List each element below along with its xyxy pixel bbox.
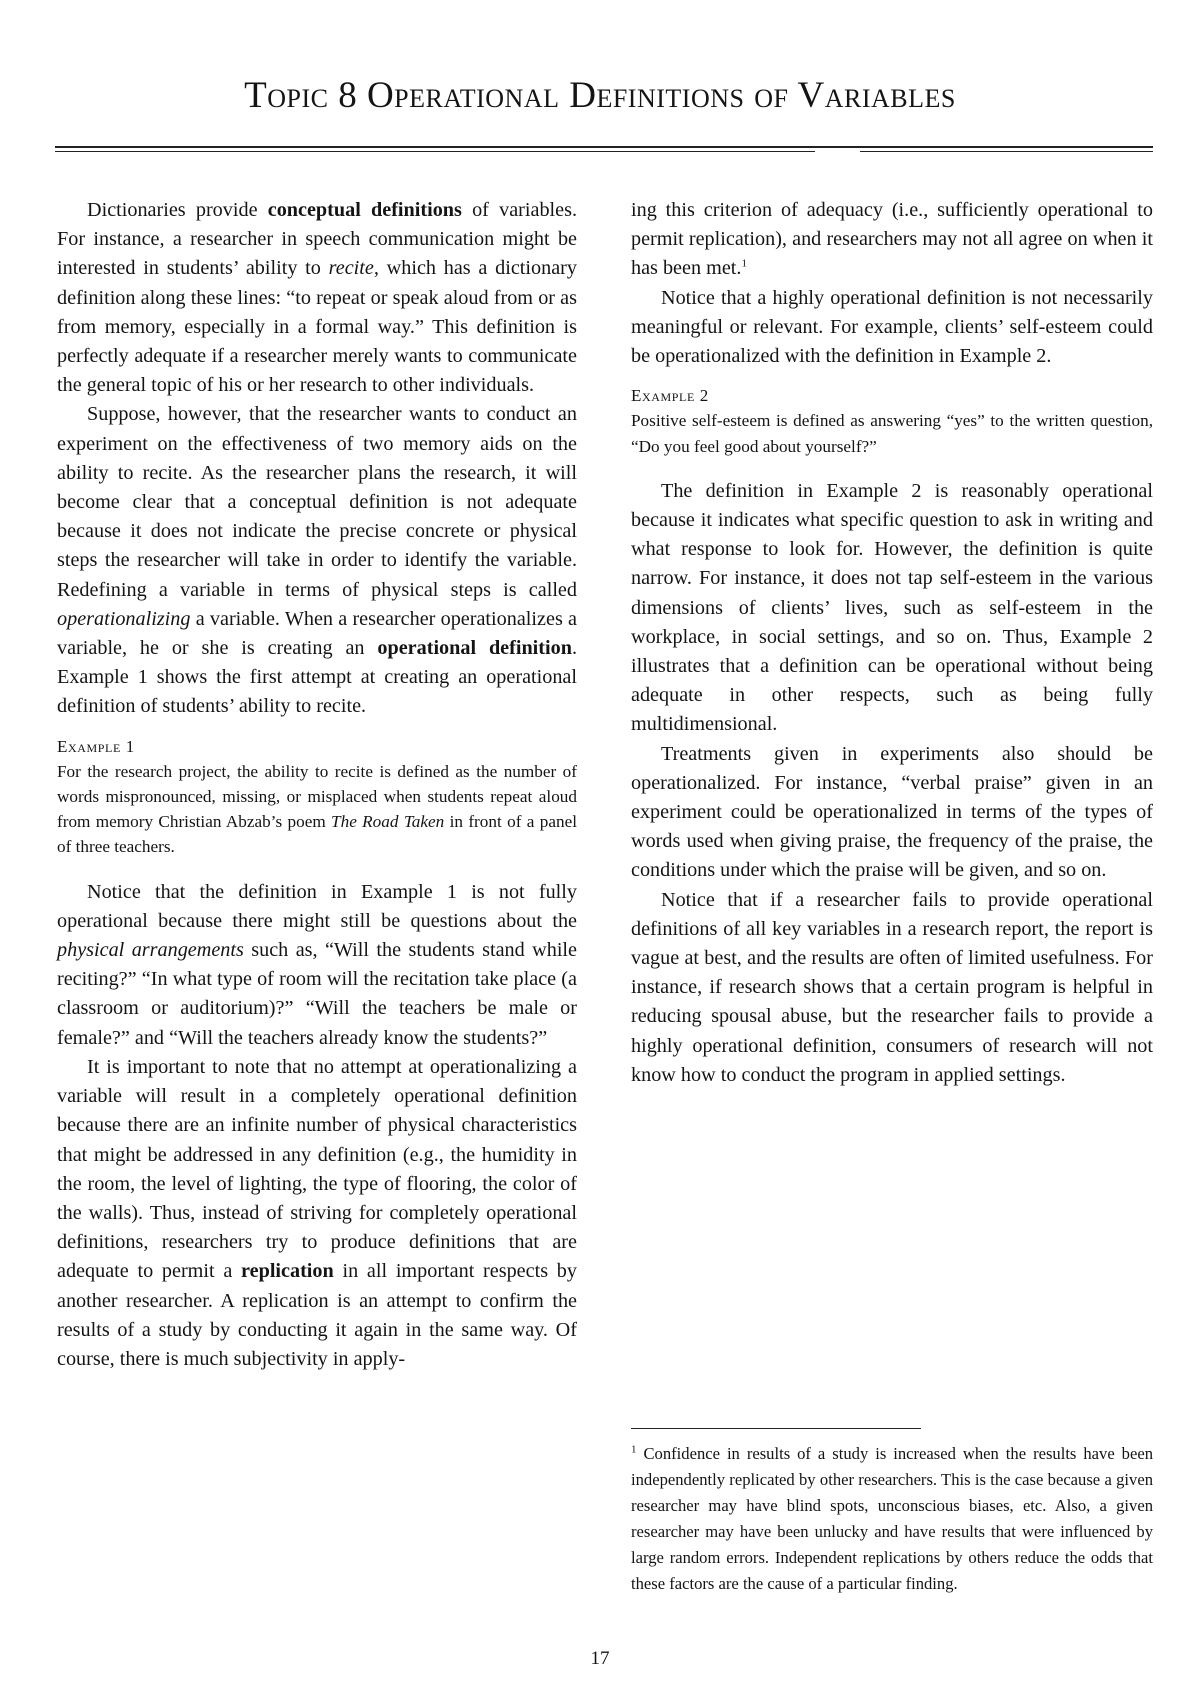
page-number: 17 <box>590 1648 610 1669</box>
paragraph: ing this criterion of adequacy (i.e., sufficiently operational to permit replication), and researchers may not all agree on when it has been met.$^1$ <box>631 199 1153 280</box>
paragraph: It is important to note that no attempt at operationalizing a variable will result in a completely operational definition because there are an infinite number of physical characteristics that might be addressed in any definition (e.g., the humidity in the room, the level of lighting, the type of flooring, the color of the walls). Thus, instead of striving for completely operational definitions, researchers try to produce definitions that are adequate to permit a replication in all important respects by another researcher. A replication is an attempt to confirm the results of a study by conducting it again in the same way. Of course, there is much subjectivity in apply- <box>57 1055 577 1370</box>
example-label: Example 1 <box>57 736 135 756</box>
left-column <box>57 196 577 1374</box>
example-label: Example 2 <box>631 386 709 406</box>
header-rule-top <box>55 146 1153 148</box>
example-2 <box>631 383 1153 459</box>
paragraph: Dictionaries provide conceptual definitions of variables. For instance, a researcher in speech communication might be interested in students’ ability to recite, which has a dictionary definition along these lines: “to repeat or speak aloud from or as from memory, especially in a formal way.” This definition is perfectly adequate if a researcher merely wants to communicate the general topic of his or her research to other individuals. <box>57 199 578 397</box>
paragraph: Notice that a highly operational definition is not necessarily meaningful or relevant. For example, clients’ self-esteem could be operationalized with the definition in Example 2. <box>631 286 1153 368</box>
page-title: Topic 8 Operational Definitions of Variables <box>244 75 956 116</box>
term-operational-definition: operational definition <box>377 637 572 660</box>
footnote-rule <box>631 1428 921 1429</box>
term-conceptual-definitions: conceptual definitions <box>267 199 462 221</box>
footnote-marker: 1 <box>631 1443 637 1456</box>
paragraph: Notice that the definition in Example 1 is not fully operational because there might still be questions about the physical arrangements such as, “Will the students stand while reciting?” “In what type of room will the recitation take place (a classroom or auditorium)?” “Will the teachers be male or female?” and “Will the teachers already know the students?” <box>57 880 577 1049</box>
paragraph: Notice that if a researcher fails to provide operational definitions of all key variables in a research report, the report is vague at best, and the results are often of limited usefulness. For instance, if research shows that a certain program is helpful in reducing spousal abuse, but the researcher fails to provide a highly operational definition, consumers of research will not know how to conduct the program in applied settings. <box>631 888 1153 1086</box>
header-rule-bottom <box>55 151 815 152</box>
paragraph: Suppose, however, that the researcher wants to conduct an experiment on the effectiveness of two memory aids on the ability to recite. As the researcher plans the research, it will become clear that a conceptual definition is not adequate because it does not indicate the precise concrete or physical steps the researcher will take in order to identify the variable. Redefining a variable in terms of physical steps is called operationalizing a variable. When a researcher operationalizes a variable, he or she is creating an operational definition. Example 1 shows the first attempt at creating an operational definition of students’ ability to recite. <box>57 403 577 718</box>
paragraph: The definition in Example 2 is reasonably operational because it indicates what specific question to ask in writing and what response to look for. However, the definition is quite narrow. For instance, it does not tap self-esteem in the various dimensions of clients’ lives, such as self-esteem in the workplace, in social settings, and so on. Thus, Example 2 illustrates that a definition can be operational without being adequate in other respects, such as being fully multidimensional. <box>631 479 1153 736</box>
footnote-reference[interactable]: 1 <box>741 257 747 270</box>
footnote-text: Confidence in results of a study is increased when the results have been independently replicated by other researchers. This is the case because a given researcher may have blind spots, unconscious biases, etc. Also, a given researcher may have been unlucky and have results that were influenced by large random errors. Independent replications by others reduce the odds that these factors are the cause of a particular finding. <box>631 1444 1153 1593</box>
example-text: Positive self-esteem is defined as answering “yes” to the written question, “Do you feel good about yourself?” <box>631 411 1153 456</box>
footnote <box>631 1441 1153 1597</box>
example-1 <box>57 734 577 860</box>
right-column <box>631 196 1153 1090</box>
paragraph: Treatments given in experiments also should be operationalized. For instance, “verbal praise” given in an experiment could be operationalized in terms of the types of words used when giving praise, the frequency of the praise, the conditions under which the praise will be given, and so on. <box>631 742 1153 882</box>
header-rule-bottom-right <box>860 151 1153 152</box>
example-text: For the research project, the ability to recite is defined as the number of words mispronounced, missing, or misplaced when students repeat aloud from memory Christian Abzab’s poem The Road Taken in front of a panel of three teachers. <box>57 761 577 857</box>
term-replication: replication <box>241 1260 334 1283</box>
